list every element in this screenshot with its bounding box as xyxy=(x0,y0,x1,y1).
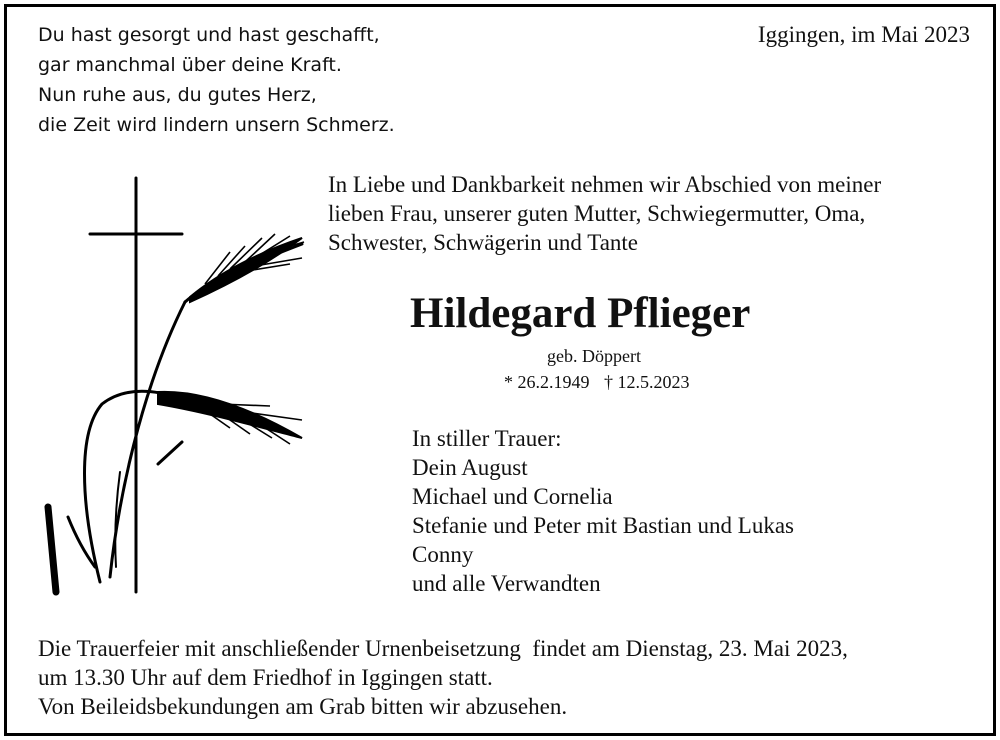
poem xyxy=(38,20,395,140)
cross-with-wheat-icon xyxy=(40,172,320,602)
notice-line: Die Trauerfeier mit anschließender Urnenbeisetzung findet am Dienstag, 23. Mai 2023, xyxy=(38,636,848,661)
place-date: Iggingen, im Mai 2023 xyxy=(757,22,970,47)
life-dates xyxy=(504,370,700,394)
intro-line: lieben Frau, unserer guten Mutter, Schwiegermutter, Oma, xyxy=(328,201,866,226)
mourner-line: Dein August xyxy=(412,455,528,480)
notice-line: Von Beileidsbekundungen am Grab bitten wir abzusehen. xyxy=(38,694,568,719)
birth-name: geb. Döppert xyxy=(547,346,641,366)
mourner-line: Stefanie und Peter mit Bastian und Lukas xyxy=(412,513,794,538)
poem-line: die Zeit wird lindern unsern Schmerz. xyxy=(38,114,395,136)
mourner-line: und alle Verwandten xyxy=(412,571,601,596)
mourners-heading: In stiller Trauer: xyxy=(412,426,562,451)
poem-line: Nun ruhe aus, du gutes Herz, xyxy=(38,84,317,106)
poem-line: gar manchmal über deine Kraft. xyxy=(38,54,342,76)
intro-line: In Liebe und Dankbarkeit nehmen wir Abschied von meiner xyxy=(328,172,882,197)
mourner-line: Conny xyxy=(412,542,474,567)
farewell-intro xyxy=(328,170,968,257)
poem-line: Du hast gesorgt und hast geschafft, xyxy=(38,24,380,46)
mourner-line: Michael und Cornelia xyxy=(412,484,613,509)
deceased-name: Hildegard Pflieger xyxy=(410,290,751,337)
funeral-notice xyxy=(38,634,848,721)
death-date: † 12.5.2023 xyxy=(604,372,690,392)
mourners-list xyxy=(412,424,794,598)
intro-line: Schwester, Schwägerin und Tante xyxy=(328,230,639,255)
notice-line: um 13.30 Uhr auf dem Friedhof in Iggingen statt. xyxy=(38,665,493,690)
birth-date: * 26.2.1949 xyxy=(504,372,590,392)
